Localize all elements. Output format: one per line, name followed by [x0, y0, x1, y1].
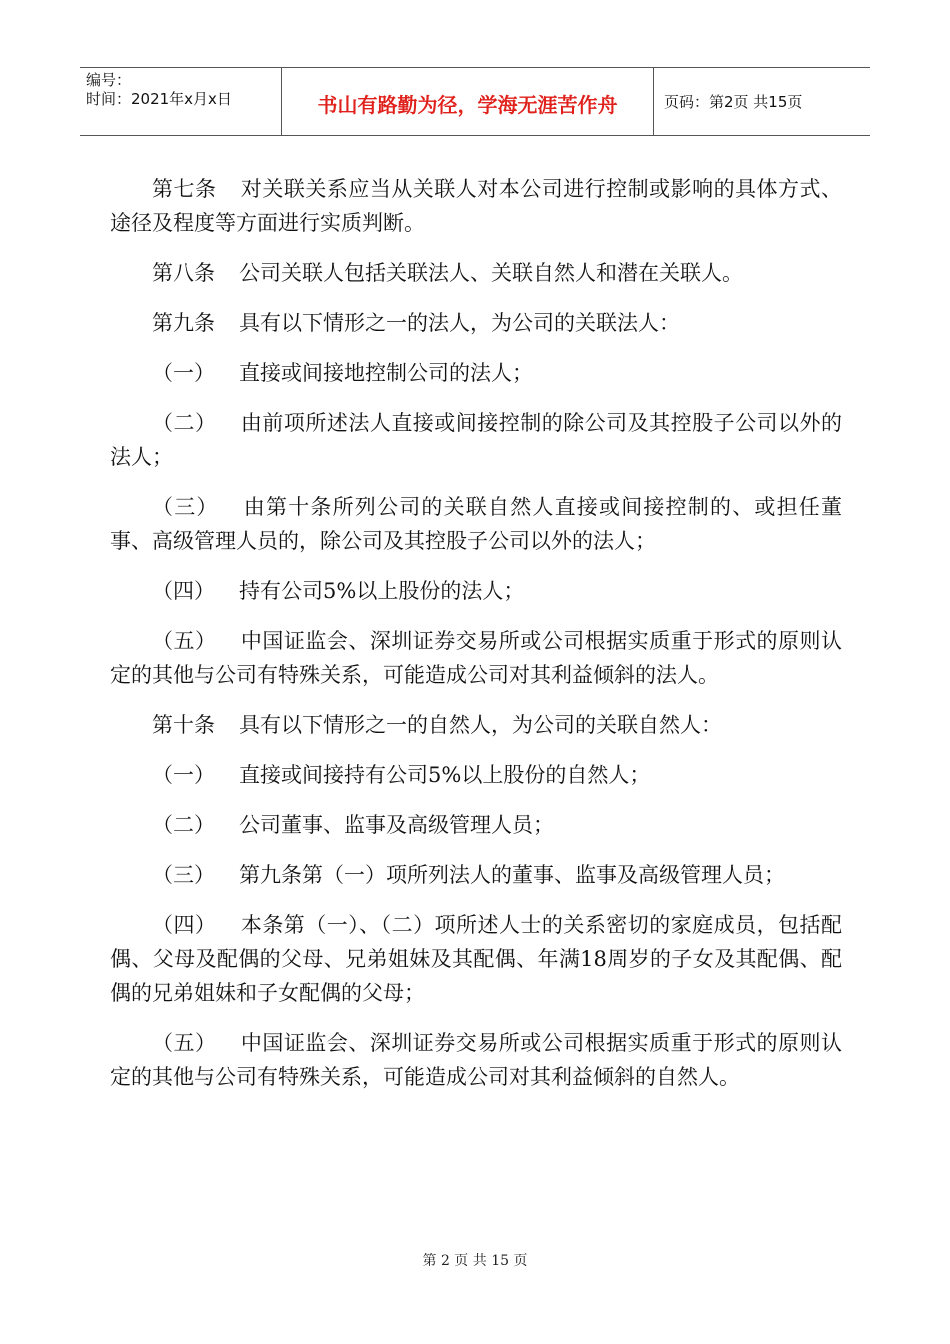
paragraph	[110, 172, 842, 240]
paragraph-head: （三）	[152, 863, 215, 887]
paragraph-text: 直接或间接地控制公司的法人；	[239, 361, 533, 385]
paragraph-text: 中国证监会、深圳证券交易所或公司根据实质重于形式的原则认定的其他与公司有特殊关系，可能造成公司对其利益倾斜的自然人。	[110, 1031, 842, 1089]
paragraph-text: 持有公司5%以上股份的法人；	[239, 579, 525, 603]
paragraph-head: 第十条	[152, 713, 215, 737]
paragraph-text: 公司关联人包括关联法人、关联自然人和潜在关联人。	[239, 261, 743, 285]
paragraph-head: （五）	[152, 629, 217, 653]
paragraph-head: （二）	[152, 813, 215, 837]
header-motto: 书山有路勤为径，学海无涯苦作舟	[282, 68, 654, 135]
header-meta	[80, 68, 282, 135]
paragraph-head: （一）	[152, 763, 215, 787]
paragraph	[110, 574, 842, 608]
page-footer: 第 2 页 共 15 页	[422, 1253, 528, 1269]
paragraph-head: （五）	[152, 1031, 217, 1055]
paragraph-text: 中国证监会、深圳证券交易所或公司根据实质重于形式的原则认定的其他与公司有特殊关系，可能造成公司对其利益倾斜的法人。	[110, 629, 842, 687]
paragraph-head: 第八条	[152, 261, 215, 285]
paragraph-text: 具有以下情形之一的自然人，为公司的关联自然人：	[239, 713, 722, 737]
paragraph-text: 由前项所述法人直接或间接控制的除公司及其控股子公司以外的法人；	[110, 411, 842, 469]
paragraph-head: （一）	[152, 361, 215, 385]
paragraph	[110, 256, 842, 290]
paragraph	[110, 490, 842, 558]
paragraph-text: 直接或间接持有公司5%以上股份的自然人；	[239, 763, 651, 787]
paragraph-head: （三）	[152, 495, 219, 519]
paragraph-text: 公司董事、监事及高级管理人员；	[239, 813, 554, 837]
paragraph	[110, 808, 842, 842]
paragraph-text: 本条第（一）、（二）项所述人士的关系密切的家庭成员，包括配偶、父母及配偶的父母、兄弟姐妹及其配偶、年满18周岁的子女及其配偶、配偶的兄弟姐妹和子女配偶的父母；	[110, 913, 842, 1005]
paragraph	[110, 1026, 842, 1094]
paragraph-head: （四）	[152, 913, 217, 937]
paragraph	[110, 908, 842, 1010]
paragraph	[110, 356, 842, 390]
paragraph-text: 对关联关系应当从关联人对本公司进行控制或影响的具体方式、途径及程度等方面进行实质判断。	[110, 177, 842, 235]
paragraph	[110, 306, 842, 340]
paragraph-head: （二）	[152, 411, 217, 435]
paragraph-head: 第九条	[152, 311, 215, 335]
paragraph	[110, 708, 842, 742]
paragraph-head: 第七条	[152, 177, 217, 201]
paragraph-text: 由第十条所列公司的关联自然人直接或间接控制的、或担任董事、高级管理人员的，除公司及其控股子公司以外的法人；	[110, 495, 843, 553]
paragraph	[110, 858, 842, 892]
page-header	[80, 67, 870, 136]
document-body	[110, 172, 842, 1110]
document-date: 时间：2021年x月x日	[86, 90, 232, 108]
paragraph-text: 具有以下情形之一的法人，为公司的关联法人：	[239, 311, 680, 335]
paragraph	[110, 624, 842, 692]
paragraph	[110, 758, 842, 792]
paragraph-head: （四）	[152, 579, 215, 603]
document-number-label: 编号：	[86, 71, 132, 89]
paragraph	[110, 406, 842, 474]
paragraph-text: 第九条第（一）项所列法人的董事、监事及高级管理人员；	[239, 863, 785, 887]
header-page-info: 页码：第2页 共15页	[664, 93, 803, 111]
